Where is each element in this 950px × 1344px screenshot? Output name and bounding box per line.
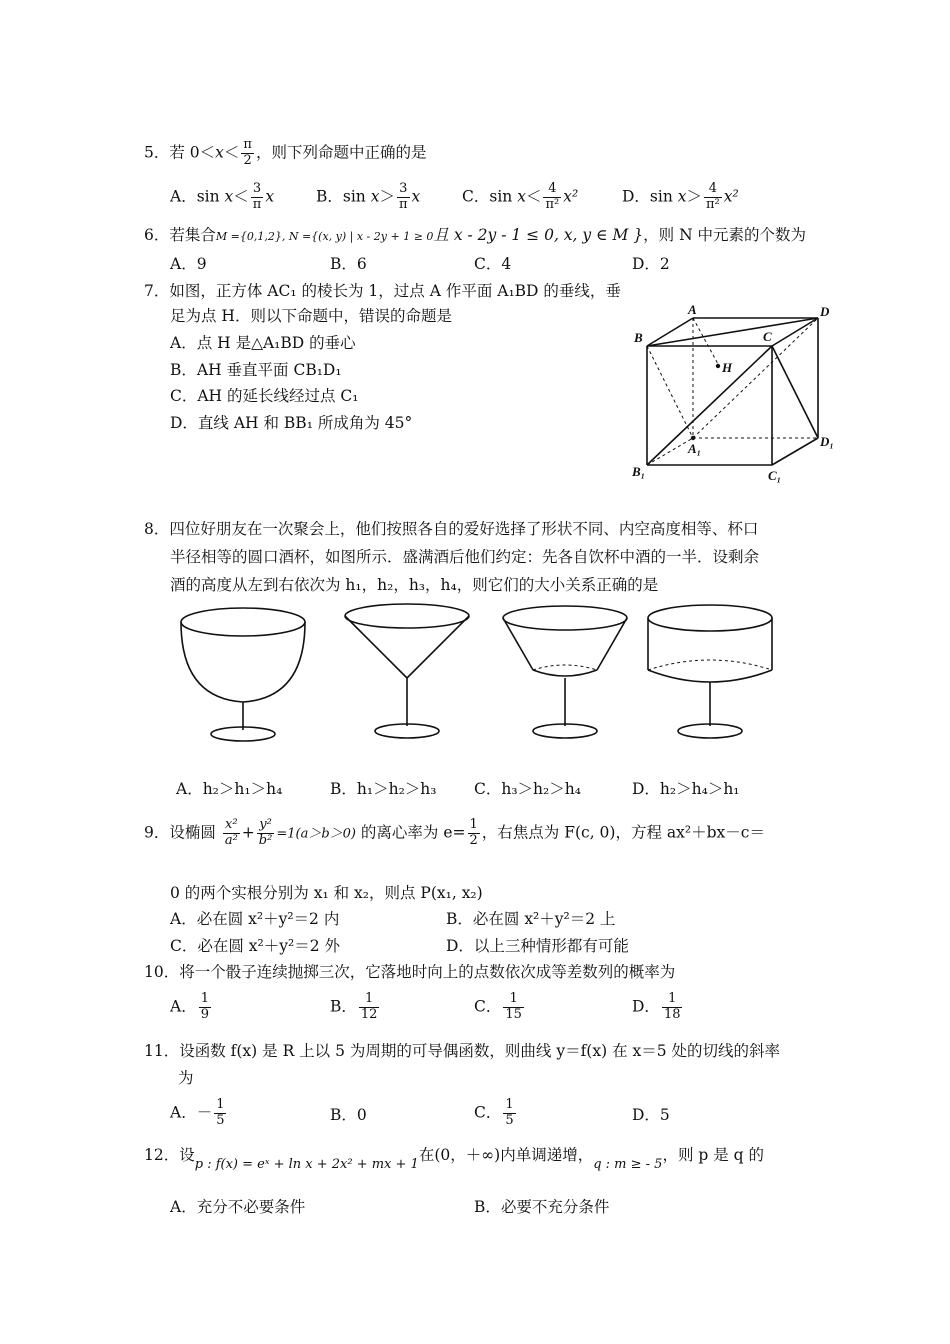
cube-label-d: D xyxy=(820,304,830,319)
q7-option-d: D．直线 AH 和 BB₁ 所成角为 45° xyxy=(170,414,413,432)
q7-option-b: B．AH 垂直平面 CB₁D₁ xyxy=(170,361,342,379)
cube-label-c: C xyxy=(763,329,772,344)
q10-option-d: D． $\frac{1}{18}$ xyxy=(632,991,681,1022)
q6-option-a: A．9 xyxy=(170,255,207,273)
q6-option-b: B．6 xyxy=(330,255,367,273)
cube-label-a: A xyxy=(688,302,697,317)
cube-diagram xyxy=(620,298,840,488)
q11-stem-line2: 为 xyxy=(178,1069,194,1087)
q5-option-b: B．sin x＞ $\frac{3}{\pi}$ x xyxy=(316,181,421,212)
q5-option-a: A．sin x＜ $\frac{3}{\pi}$ x xyxy=(170,181,275,212)
q8-option-d: D．h₂＞h₄＞h₁ xyxy=(632,780,740,798)
q7-stem-line1: 7．如图，正方体 AC₁ 的棱长为 1，过点 A 作平面 A₁BD 的垂线，垂 xyxy=(144,282,621,300)
q8-option-b: B．h₁＞h₂＞h₃ xyxy=(330,780,437,798)
q7-stem-line2: 足为点 H．则以下命题中，错误的命题是 xyxy=(170,307,452,325)
q10-stem: 10．将一个骰子连续抛掷三次，它落地时向上的点数依次成等差数列的概率为 xyxy=(144,963,676,981)
q7-option-a: A．点 H 是△A₁BD 的垂心 xyxy=(170,334,356,352)
q5-option-c: C．sin x＜ $\frac{4}{\text{π²}}$ x² xyxy=(462,181,579,212)
q8-stem-line2: 半径相等的圆口酒杯，如图所示．盛满酒后他们约定：先各自饮杯中酒的一半．设剩余 xyxy=(170,548,760,566)
glass-hemisphere xyxy=(181,608,305,741)
q9-option-b: B．必在圆 x²＋y²＝2 上 xyxy=(446,910,616,928)
q11-option-a: A．－ $\frac{1}{5}$ xyxy=(170,1097,225,1128)
q11-option-b: B．0 xyxy=(330,1106,367,1124)
q6-option-d: D．2 xyxy=(632,255,670,273)
q11-option-c: C． $\frac{1}{5}$ xyxy=(474,1097,514,1128)
cube-label-d1: D₁ xyxy=(820,434,834,449)
cube-label-a1: A₁ xyxy=(688,441,702,456)
glass-cylinder xyxy=(648,605,772,738)
q8-option-c: C．h₃＞h₂＞h₄ xyxy=(474,780,581,798)
q9-stem: 9．设椭圆 $\frac{\text{x²}}{\text{a²}}$ + $\frac{\text{y²}}{\text{b²}}$ =1(a＞b＞0) 的离心率为 e= $\frac{1}{2}$ ，右焦点为 F(c, 0)，方程 ax²＋bx－c＝ xyxy=(144,817,765,848)
q6-stem: 6．若集合M ={0,1,2}, N ={(x, y) | x - 2y + 1 ≥ 0且 x - 2y - 1 ≤ 0, x, y ∈ M }，则 N 中元素的个数为 xyxy=(144,226,807,244)
cube-label-h: H xyxy=(722,360,733,375)
q12-option-a: A．充分不必要条件 xyxy=(170,1198,306,1216)
glass-cone xyxy=(345,604,469,738)
q12-option-b: B．必要不充分条件 xyxy=(474,1198,610,1216)
q5-option-d: D．sin x＞ $\frac{4}{\text{π²}}$ x² xyxy=(622,181,739,212)
cube-label-c1: C₁ xyxy=(768,468,782,483)
q11-stem-line1: 11．设函数 f(x) 是 R 上以 5 为周期的可导偶函数，则曲线 y＝f(x) 在 x＝5 处的切线的斜率 xyxy=(144,1042,781,1060)
q9-option-a: A．必在圆 x²＋y²＝2 内 xyxy=(170,910,340,928)
q6-option-c: C．4 xyxy=(474,255,512,273)
q9-stem-line2: 0 的两个实根分别为 x₁ 和 x₂，则点 P(x₁, x₂) xyxy=(170,884,483,902)
cube-label-b: B xyxy=(634,330,643,345)
q8-stem-line3: 酒的高度从左到右依次为 h₁，h₂，h₃，h₄，则它们的大小关系正确的是 xyxy=(170,576,659,594)
glasses-diagram xyxy=(170,598,790,748)
glass-frustum xyxy=(503,606,627,738)
q5-stem: 5．若 0＜x＜ $\frac{\pi}{2}$ ，则下列命题中正确的是 xyxy=(144,137,427,168)
q10-option-c: C． $\frac{1}{15}$ xyxy=(474,991,522,1022)
q11-option-d: D．5 xyxy=(632,1106,670,1124)
q12-stem: 12．设$_{p : f(x) = eˣ + ln x + 2x^2 + mx + 1}$在(0，＋∞)内单调递增，$_{q : m \ge - 5}$，则 p 是 q 的 xyxy=(144,1146,765,1172)
q9-option-d: D．以上三种情形都有可能 xyxy=(446,937,629,955)
q10-option-a: A． $\frac{1}{9}$ xyxy=(170,991,209,1022)
q8-stem-line1: 8．四位好朋友在一次聚会上，他们按照各自的爱好选择了形状不同、内空高度相等、杯口 xyxy=(144,520,759,538)
q8-option-a: A．h₂＞h₁＞h₄ xyxy=(176,780,283,798)
q9-option-c: C．必在圆 x²＋y²＝2 外 xyxy=(170,937,341,955)
q10-option-b: B． $\frac{1}{12}$ xyxy=(330,991,378,1022)
cube-label-b1: B₁ xyxy=(632,464,646,479)
q5-fraction: $\frac{\pi}{2}$ xyxy=(243,137,252,168)
q7-option-c: C．AH 的延长线经过点 C₁ xyxy=(170,387,359,405)
